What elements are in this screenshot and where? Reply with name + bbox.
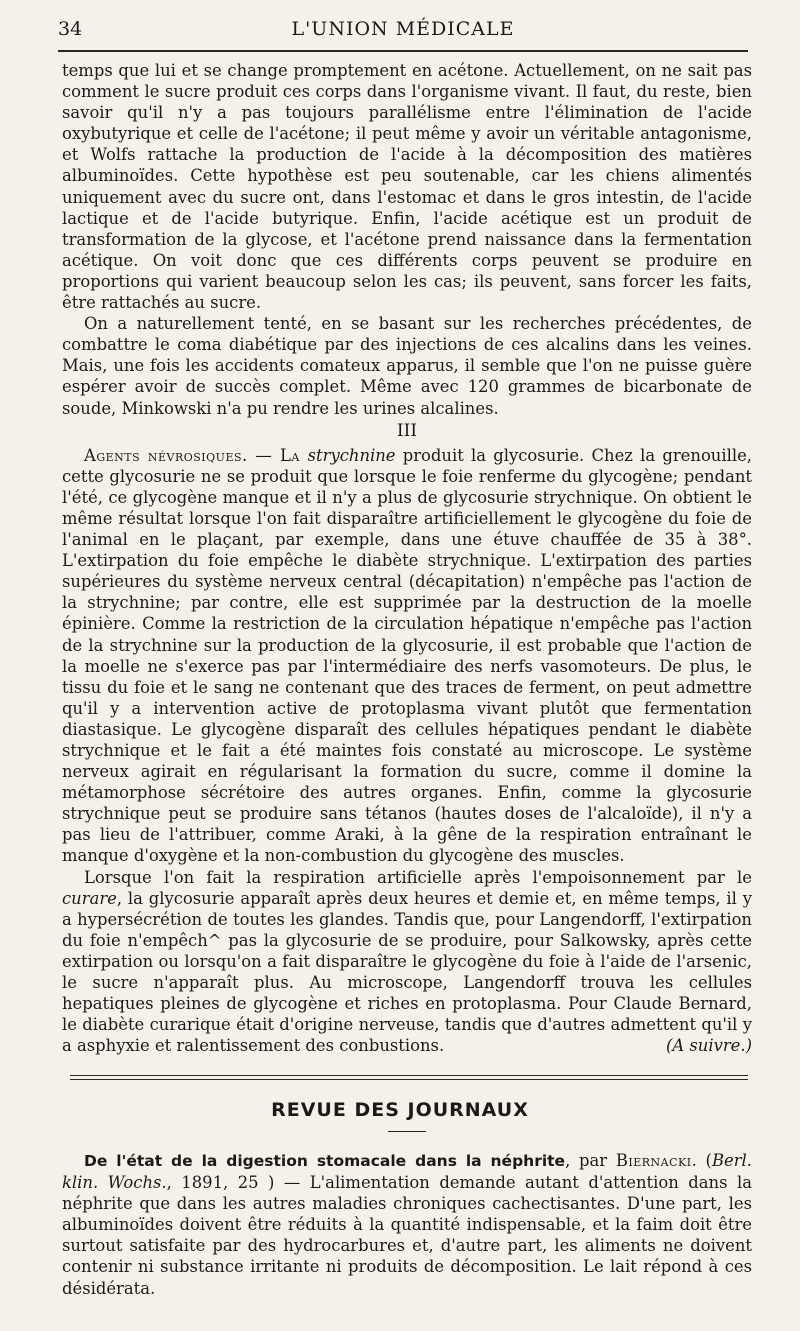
article-author: Biernacki: [615, 1151, 692, 1170]
paragraph-acetone: temps que lui et se change promptement en acétone. Actuellement, on ne sait pas comment le sucre produit ces corps dans l'organisme vivant. Il faut, du reste, bien savoir qu'il n'y a pas toujours parallélisme entre l'élimination de l'acide oxybutyrique et celle de l'acétone; il peut même y avoir un véritable antagonisme, et Wolfs rattache la production de l'acide à la décomposition des matières albuminoïdes. Cette hypothèse est peu soutenable, car les chiens alimentés uniquement avec du sucre ont, dans l'estomac et dans le gros intestin, de l'acide lactique et de l'acide butyrique. Enfin, l'acide acétique est un produit de transformation de la glycose, et l'acétone prend naissance dans la fermentation acétique. On voit donc que ces différents corps peuvent se produire en proportions qui varient beaucoup selon les cas; ils peuvent, sans forcer les faits, être rattachés au sucre.: [62, 61, 752, 313]
page-header: [58, 18, 748, 46]
strychnine-term: strychnine: [307, 445, 396, 465]
article-title: De l'état de la digestion stomacale dans la néphrite: [84, 1152, 566, 1170]
paragraph-curare: Lorsque l'on fait la respiration artificielle après l'empoisonnement par le curare, la glycosurie apparaît après deux heures et demie et, en même temps, il y a hypersécrétion de toutes les glandes. Tandis que, pour Langendorff, l'extirpation du foie n'empêch^ pas la glycosurie de se produire, pour Salkowsky, après cette extirpation ou lorsqu'on a fait disparaître le glycogène du foie à l'aide de l'arsenic, le sucre n'apparaît plus. Au microscope, Langendorff trouva les cellules hepatiques pleines de glycogène et riches en protoplasma. Pour Claude Bernard, le diabète curarique était d'origine nerveuse, tandis que d'autres admettent qu'il y a asphyxie et ralentissement des conbustions.: [62, 867, 752, 1056]
section-lead: Agents névrosiques. — La: [84, 445, 308, 465]
paragraph-strychnine: [62, 445, 752, 867]
review-text: [62, 1150, 752, 1299]
page-number: 34: [58, 18, 83, 40]
review-paragraph: De l'état de la digestion stomacale dans la néphrite, par Biernacki. (Berl. klin. Wochs., 1891, 25 ) — L'alimentation demande autant d'attention dans la néphrite que dans les autres maladies chroniques cachectisantes. D'une part, les albuminoïdes doivent être réduits à la quantité indispensable, et la faim doit être surtout satisfaite par des hydrocarbures et, d'autre part, les aliments ne doivent contenir ni substance irritante ni produits de décomposition. Le lait répond à ces désidérata.: [62, 1151, 752, 1298]
section-number: III: [396, 420, 418, 441]
journal-name: Berl. klin. Wochs.: [62, 1151, 752, 1193]
journal-ref: , 1891, 25 ) —: [166, 1173, 310, 1193]
curare-term: curare: [62, 888, 117, 908]
review-body: L'alimentation demande autant d'attention dans la néphrite que dans les autres maladies chroniques cachectisantes. D'une part, les albuminoïdes doivent être réduits à la quantité indispensable, et la faim doit être surtout satisfaite par des hydrocarbures et, d'autre part, les aliments ne doivent contenir ni substance irritante ni produits de décomposition. Le lait répond à ces désidérata.: [62, 1173, 752, 1298]
paragraph-coma: On a naturellement tenté, en se basant sur les recherches précédentes, de combattre le coma diabétique par des injections de ces alcalins dans les veines. Mais, une fois les accidents comateux apparus, il semble que l'on ne puisse guère espérer avoir de succès complet. Même avec 120 grammes de bicarbonate de soude, Minkowski n'a pu rendre les urines alcalines.: [62, 314, 752, 418]
strychnine-text: produit la glycosurie. Chez la grenouille, cette glycosurie ne se produit que lorsque le foie renferme du glycogène; pendant l'été, ce glycogène manque et il n'y a plus de glycosurie strychnique. On obtient le même résultat lorsque l'on fait disparaître artificiellement le glycogène du foie de l'animal en le plaçant, par exemple, dans une étuve chauffée de 35 à 38°. L'extirpation du foie empêche le diabète strychnique. L'extirpation des parties supérieures du système nerveux central (décapitation) n'empêche pas l'action de la strychnine; par contre, elle est supprimée par la destruction de la moelle épinière. Comme la restriction de la circulation hépatique n'empêche pas l'action de la strychnine sur la production de la glycosurie, il est probable que l'action de la moelle ne s'exerce pas par l'intermédiaire des nerfs vasomoteurs. De plus, le tissu du foie et le sang ne contenant que des traces de ferment, on peut admettre qu'il y a intervention active de protoplasma vivant plutôt que fermentation diastasique. Le glycogène disparaît des cellules hépatiques pendant le diabète strychnique et le fait a été maintes fois constaté au microscope. Le système nerveux agirait en régularisant la formation du sucre, comme il domine la métamorphose sécrétoire des autres organes. Enfin, comme la glycosurie strychnique peut se produire sans tétanos (hautes doses de l'alcaloïde), il n'y a pas lieu de l'attribuer, comme Araki, à la gêne de la respiration entraînant le manque d'oxygène et la non-combustion du glycogène des muscles.: [62, 445, 753, 866]
to-be-continued: (A suivre.): [665, 1036, 752, 1056]
section-divider: [70, 1075, 748, 1083]
title-rule: [388, 1131, 426, 1132]
header-rule: [58, 50, 748, 52]
main-text: [62, 60, 752, 1057]
running-title: L'UNION MÉDICALE: [291, 18, 515, 40]
review-title: REVUE DES JOURNAUX: [271, 1099, 529, 1121]
